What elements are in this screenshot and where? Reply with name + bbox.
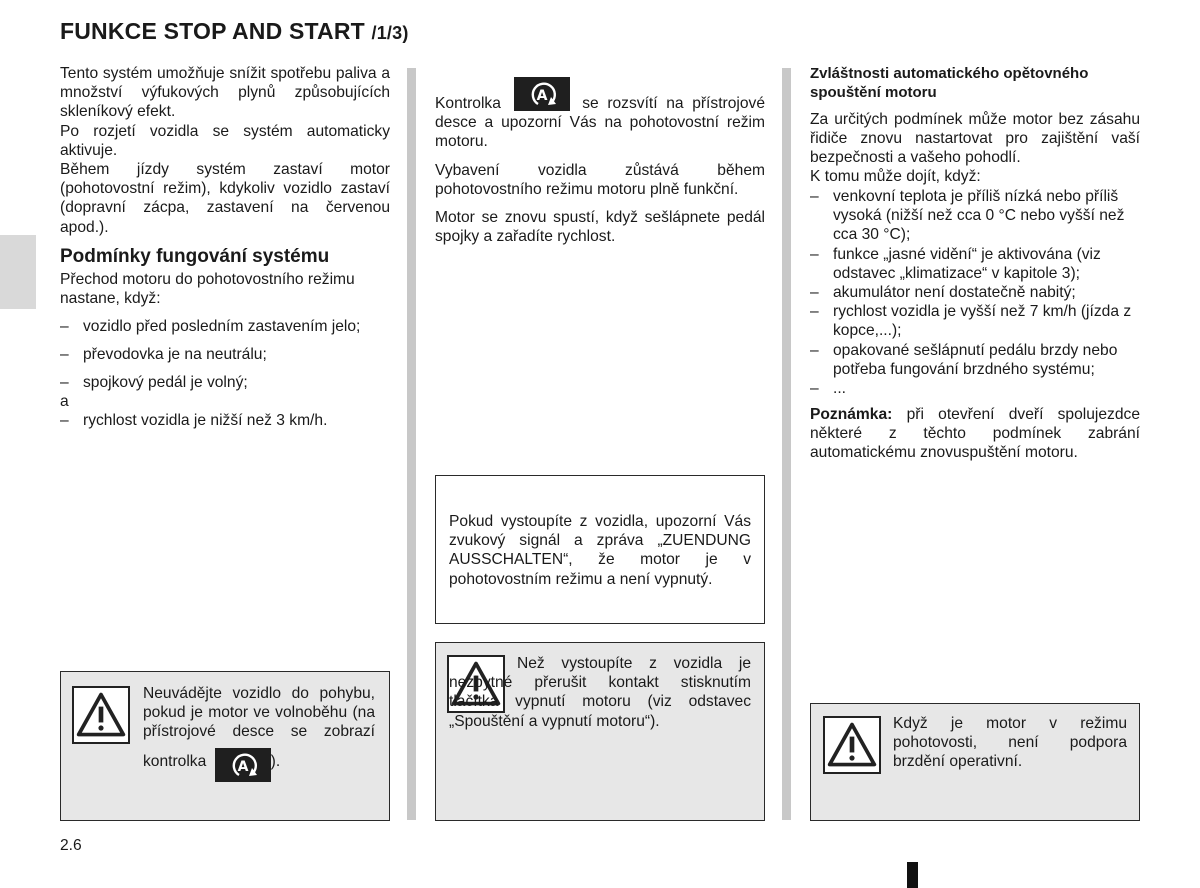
dash-bullet: –: [60, 318, 69, 335]
list-item: [810, 302, 1140, 340]
list-item-text: opakované sešlápnutí pedálu brzdy nebo potřeba fungování brzdného systému;: [833, 341, 1118, 378]
warning-text-body: Neuvádějte vozidlo do pohybu, pokud je motor ve volnoběhu (na přístrojové desce se zobrazí kontrolka: [143, 685, 375, 770]
conditions-list: [60, 317, 390, 393]
dash-bullet: –: [60, 412, 69, 429]
info-box: [435, 475, 765, 624]
dash-bullet: –: [60, 374, 69, 392]
list-item-text: rychlost vozidla je nižší než 3 km/h.: [83, 412, 328, 429]
intro-paragraph: Během jízdy systém zastaví motor (pohotovostní režim), kdykoliv vozidlo zastaví (dopravní zácpa, zastavení na červenou apod.).: [60, 161, 390, 236]
note-paragraph: [810, 405, 1140, 463]
page-title-suffix: /1/3): [371, 23, 409, 43]
intro-paragraph: Po rozjetí vozidla se systém automaticky aktivuje.: [60, 122, 390, 159]
column-divider: [782, 68, 791, 820]
warning-text: Když je motor v režimu pohotovosti, není podpora brzdění operativní.: [893, 715, 1127, 771]
section-heading: Zvláštnosti automatického opětovného spouštění motoru: [810, 65, 1089, 101]
restart-intro: Za určitých podmínek může motor bez zásahu řidiče znovu nastartovat pro zajištění vaší bezpečnosti a vašeho pohodlí.: [810, 111, 1140, 167]
equipment-paragraph: Vybavení vozidla zůstává během pohotovostního režimu motoru plně funkční.: [435, 162, 765, 199]
warning-text-tail: ).: [270, 752, 281, 770]
svg-text:A: A: [237, 758, 249, 775]
warning-box: [60, 671, 390, 821]
list-item-text: akumulátor není dostatečně nabitý;: [833, 284, 1076, 302]
intro-paragraph: Tento systém umožňuje snížit spotřebu paliva a množství výfukových plynů způsobujících skleníkový efekt.: [60, 65, 390, 121]
conditions-list-last: [60, 411, 390, 430]
restart-lead: K tomu může dojít, když:: [810, 168, 981, 185]
list-item: [810, 341, 1140, 379]
dash-bullet: –: [810, 284, 819, 302]
page-number: 2.6: [60, 837, 82, 854]
conjunction: a: [60, 393, 69, 410]
page-title-main: FUNKCE STOP AND START: [60, 18, 365, 44]
warning-box: [435, 642, 765, 821]
list-item: [810, 187, 1140, 245]
list-item: [60, 317, 390, 336]
page-title: [60, 18, 409, 45]
dash-bullet: –: [810, 303, 819, 321]
conditions-lead: Přechod motoru do pohotovostního režimu nastane, když:: [60, 271, 355, 308]
list-item-text: rychlost vozidla je vyšší než 7 km/h (jízda z kopce,...);: [833, 303, 1132, 340]
stop-start-lamp-icon: [514, 77, 570, 111]
chapter-tab: [0, 235, 36, 309]
dash-bullet: –: [810, 245, 819, 263]
warning-triangle-icon: [72, 686, 130, 744]
list-item: [60, 373, 390, 392]
dash-bullet: –: [60, 346, 69, 364]
warning-text: Než vystoupíte z vozidla je nezbytné přerušit kontakt stisknutím tlačítka vypnutí motoru (viz odstavec „Spouštění a vypnutí motoru“).: [449, 655, 751, 730]
lamp-paragraph-end: se rozsvítí na přístrojové desce a upozorní Vás na pohotovostní režim motoru.: [435, 95, 765, 151]
lamp-paragraph-start: Kontrolka: [435, 95, 501, 112]
warning-text: [143, 684, 375, 782]
list-item-text: venkovní teplota je příliš nízká nebo příliš vysoká (nižší než cca 0 °C nebo vyšší než cca 30 °C);: [833, 188, 1125, 244]
column-divider: [407, 68, 416, 820]
stop-start-lamp-icon: [215, 748, 271, 782]
warning-box: [810, 703, 1140, 821]
list-item-text: převodovka je na neutrálu;: [83, 346, 267, 364]
list-item: [810, 283, 1140, 302]
list-item: [60, 411, 390, 430]
svg-text:A: A: [536, 87, 547, 104]
restart-conditions-list: [810, 187, 1140, 398]
list-item: [810, 379, 1140, 398]
dash-bullet: –: [810, 341, 819, 359]
lamp-paragraph: [435, 87, 765, 152]
info-text: Pokud vystoupíte z vozidla, upozorní Vás zvukový signál a zpráva „ZUENDUNG AUSSCHALTEN“, že motor je v pohotovostním režimu a není vypnutý.: [449, 513, 751, 588]
warning-triangle-icon: [823, 716, 881, 774]
list-item: [60, 345, 390, 364]
section-heading: Podmínky fungování systému: [60, 246, 330, 267]
page-edge-marker: [907, 862, 918, 888]
list-item-text: vozidlo před posledním zastavením jelo;: [83, 318, 361, 335]
dash-bullet: –: [810, 188, 819, 205]
note-text: při otevření dveří spolujezdce některé z těchto podmínek zabrání automatickému znovuspuštění motoru.: [810, 406, 1140, 462]
list-item-text: spojkový pedál je volný;: [83, 374, 248, 392]
restart-paragraph: Motor se znovu spustí, když sešlápnete pedál spojky a zařadíte rychlost.: [435, 209, 765, 246]
dash-bullet: –: [810, 380, 819, 398]
list-item: [810, 245, 1140, 283]
note-label: Poznámka:: [810, 406, 893, 423]
list-item-text: funkce „jasné vidění“ je aktivována (viz odstavec „klimatizace“ v kapitole 3);: [833, 245, 1101, 282]
intro-text: [60, 64, 390, 237]
list-item-text: ...: [833, 380, 846, 398]
